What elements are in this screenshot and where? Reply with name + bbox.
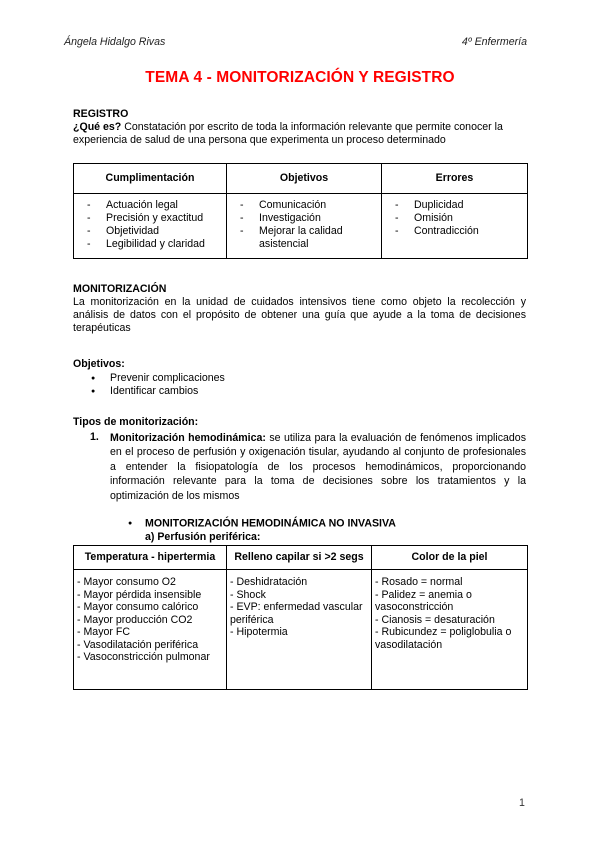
cell-line: - Mayor consumo O2 (77, 576, 176, 588)
header-author: Ángela Hidalgo Rivas (64, 36, 166, 48)
bullet-icon: ● (128, 520, 133, 527)
cell-line: - Mayor FC (77, 626, 130, 638)
table-header: Objetivos (227, 164, 382, 194)
monitorizacion-section (73, 283, 526, 335)
cell-line: - Rosado = normal (375, 576, 463, 588)
list-item: - Legibilidad y claridad (74, 238, 226, 251)
monitorizacion-definition: La monitorización en la unidad de cuidados intensivos tiene como objeto la recolección y análisis de datos con el propósito de obtener una guía que ayude a la toma de decisiones terapéuticas (73, 296, 526, 334)
list-item: - Contradicción (382, 225, 527, 238)
perfusion-table (73, 545, 528, 690)
table-header: Errores (382, 164, 528, 194)
registro-definition (73, 121, 526, 147)
table-header: Relleno capilar si >2 segs (227, 546, 372, 570)
subsection-text: MONITORIZACIÓN HEMODINÁMICA NO INVASIVA (145, 517, 396, 530)
cell-line: - Vasodilatación periférica (77, 638, 199, 651)
table-cell (74, 194, 227, 259)
cell-line: - EVP: enfermedad vascular periférica (230, 601, 363, 626)
table-cell (227, 570, 372, 690)
list-item: - Omisión (382, 212, 527, 225)
table-header: Cumplimentación (74, 164, 227, 194)
registro-table (73, 163, 528, 259)
subsubsection-heading: a) Perfusión periférica: (145, 531, 261, 543)
list-item: ● Prevenir complicaciones (73, 372, 526, 385)
registro-section (73, 108, 526, 147)
cell-line: - Deshidratación (230, 576, 308, 588)
cell-line: - Mayor consumo calórico (77, 601, 199, 613)
registro-heading: REGISTRO (73, 108, 129, 120)
cell-line: - Shock (230, 588, 266, 601)
monitorizacion-heading: MONITORIZACIÓN (73, 283, 167, 295)
table-cell (227, 194, 382, 259)
item-label: Monitorización hemodinámica: (110, 432, 266, 444)
table-cell (372, 570, 528, 690)
objetivos-heading: Objetivos: (73, 358, 125, 370)
page-title: TEMA 4 - MONITORIZACIÓN Y REGISTRO (145, 69, 455, 86)
tipo-item (73, 431, 526, 503)
cell-line: - Vasoconstricción pulmonar (77, 651, 210, 663)
list-item: - Comunicación (227, 199, 381, 212)
table-header: Temperatura - hipertermia (74, 546, 227, 570)
item-number: 1. (90, 431, 99, 443)
list-item: - Investigación (227, 212, 381, 225)
cell-line: - Mayor pérdida insensible (77, 588, 202, 601)
cell-line: - Mayor producción CO2 (77, 613, 193, 626)
cell-line: - Palidez = anemia o vasoconstricción (375, 588, 472, 613)
table-cell (74, 570, 227, 690)
cell-line: - Cianosis = desaturación (375, 613, 495, 626)
definition-text: Constatación por escrito de toda la información relevante que permite conocer la experiencia de salud de una persona que experimenta un proceso determinado (73, 121, 503, 146)
objetivos-section (73, 358, 526, 398)
item-text (110, 431, 526, 503)
subsection-heading (128, 517, 396, 530)
list-item: - Mejorar la calidad asistencial (227, 225, 381, 251)
question-label: ¿Qué es? (73, 121, 122, 133)
list-item: - Duplicidad (382, 199, 527, 212)
table-cell (382, 194, 528, 259)
list-item: - Actuación legal (74, 199, 226, 212)
tipos-heading (73, 416, 526, 429)
item-description: se utiliza para la evaluación de fenómenos implicados en el proceso de perfusión y oxigenación tisular, ayudando al conjunto de profesionales a entender la fisiopatología de los procesos hemodinámicos, proporcionando información relevante para la toma de decisiones sobre los tratamientos y la optimización de los mismos (110, 432, 526, 502)
list-item: - Objetividad (74, 225, 226, 238)
page-number: 1 (519, 797, 525, 809)
list-item: ● Identificar cambios (73, 385, 526, 398)
cell-line: - Hipotermia (230, 626, 288, 638)
table-header: Color de la piel (372, 546, 528, 570)
cell-line: - Rubicundez = poliglobulia o vasodilatación (375, 626, 512, 651)
tipos-heading-text: Tipos de monitorización: (73, 416, 199, 428)
header-course: 4º Enfermería (461, 36, 527, 48)
list-item: - Precisión y exactitud (74, 212, 226, 225)
